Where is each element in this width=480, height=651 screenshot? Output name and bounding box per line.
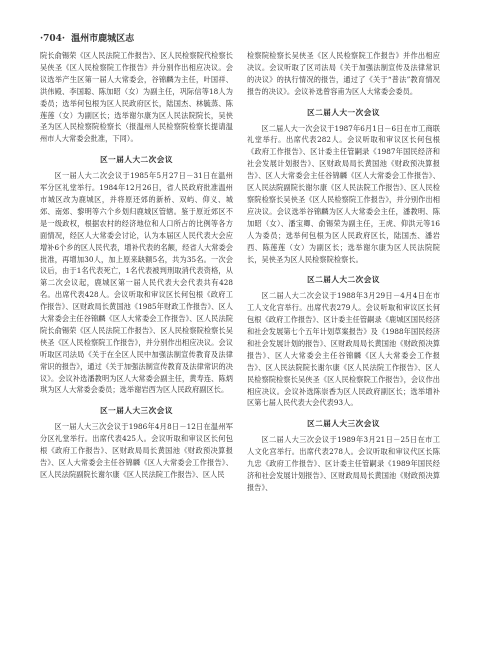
paragraph: 区二届人大二次会议于1988年3月29日－4月4日在市工人文化宫举行。出席代表279人。会议听取和审议区长何包根《政府工作报告》、区计委主任管嗣录《鹿城区国民经济和社会发展第七个五年计划草案报告》及《1988年国民经济和社会发展计划的报告》、区财政局局长黄国池《财政预决算报告》、区人大常委会主任谷锦麟《区人大常委会工作报告》、区人民法院院长谢尔康《区人民法院工作报告》、区人民检察院检察长吴侠圣《区人民检察院工作报告》，会议作出相应决议。会议补选陈崇香为区人民政府副区长；选举增补区第七届人民代表大会代表93人。 [247,291,440,408]
section-heading: 区二届人大一次会议 [307,107,380,117]
page-number: ·704· [40,34,66,44]
book-title: 温州市鹿城区志 [71,34,135,44]
section-heading: 区二届人大二次会议 [307,275,380,285]
left-column [40,50,233,481]
paragraph: 区二届人大一次会议于1987年6月1日－6日在市工商联礼堂举行。出席代表282人。会议听取和审议区长何包根《政府工作报告》、区计委主任管嗣录《1987年国民经济和社会发展计划报告》、区财政局局长黄国池《财政预决算报告》、区人大常委会主任谷锦麟《区人大常委会工作报告》、区人民法院副院长谢尔康《区人民法院工作报告》、区人民检察院检察长吴侠圣《区人民检察院工作报告》，并分别作出相应决议。会议选举谷锦麟为区人大常委会主任，潘教明、陈加昭（女）、潘宝卿、俞锡荣为副主任，王虎、仰洪元等16人为委员；选举何包根为区人民政府区长，陆国杰、潘岩西、陈莲莲（女）为副区长；选举谢尔康为区人民法院院长，吴侠圣为区人民检察院检察长。 [247,123,440,264]
right-column [247,50,440,494]
paragraph: 检察院检察长吴侠圣《区人民检察院工作报告》并作出相应决议。会议听取了区司法局《关于加强法制宣传及法律常识的决议》的执行情况的报告，通过了《关于“普法”教育情况报告的决议》。会议补选曾容甫为区人大常委会委员。 [247,51,440,96]
section-heading: 区二届人大三次会议 [307,419,380,429]
section-heading: 区一届人大三次会议 [100,406,173,416]
paragraph: 区一届人大二次会议于1985年5月27日－31日在温州军分区礼堂举行。1984年12月26日，省人民政府批准温州市城区改为鹿城区，并将原还郊的新桥、双屿、仰义、城郊、南郊、黎明等六个乡划归鹿城区管辖。鉴于原近郊区不是一级政权，根据农村的经济地位和人口所占的比例等各方面情况，经区人大常委会讨论，认为本届区人民代表大会应增补6个乡的区人民代表，增补代表的名额，经省人大常委会批准，再增加30人，加上原来缺额5名，共为35名。一次会议后，由于1名代表死亡，1名代表被判刑取消代表资格，从第二次会议起，鹿城区第一届人民代表大会代表共有428名。出席代表428人。会议听取和审议区长何包根《政府工作报告》、区财政局长黄国池《1985年财政工作报告》、区人大常委会主任谷锦麟《区人大常委会工作报告》、区人民法院院长俞锡荣《区人民法院工作报告》、区人民检察院检察长吴侠圣《区人民检察院工作报告》，并分别作出相应决议。会议听取区司法局《关于在全区人民中加强法制宣传教育及法律常识的报告》，通过《关于加强法制宣传教育及法律常识的决议》。会议补选潘教明为区人大常委会副主任，黄寿连、陈炳琪为区人大常委会委员；选举谢岩西为区人民政府副区长。 [40,171,233,395]
section-heading: 区一届人大二次会议 [100,155,173,165]
paragraph: 区一届人大三次会议于1986年4月8日－12日在温州军分区礼堂举行。出席代表425人。会议听取和审议区长何包根《政府工作报告》、区财政局局长黄国池《财政预决算报告》、区人大常委会主任谷锦麟《区人大常委会工作报告》、区人民法院副院长谢尔康《区人民法院工作报告》、区人民 [40,422,233,479]
running-header [40,31,440,44]
paragraph: 区二届人大三次会议于1989年3月21日－25日在市工人文化宫举行。出席代表278人。会议听取和审议代区长陈九忠《政府工作报告》、区计委主任管嗣录《1989年国民经济和社会发展计划报告》、区财政局局长黄国池《财政预决算报告》、 [247,435,440,492]
paragraph: 院长俞锡荣《区人民法院工作报告》、区人民检察院代检察长吴侠圣《区人民检察院工作报告》并分别作出相应决议。会议选举产生区第一届人大常委会，谷锦麟为主任，叶国祥、洪伟殿、李国聪、陈加昭（女）为副主任，巩际信等18人为委员；选举何包根为区人民政府区长，陆国杰、林毓蒸、陈莲莲（女）为副区长；选举谢尔康为区人民法院院长，吴侠圣为区人民检察院检察长（报温州人民检察院检察长提请温州市人大常委会批准，下同）。 [40,51,233,144]
